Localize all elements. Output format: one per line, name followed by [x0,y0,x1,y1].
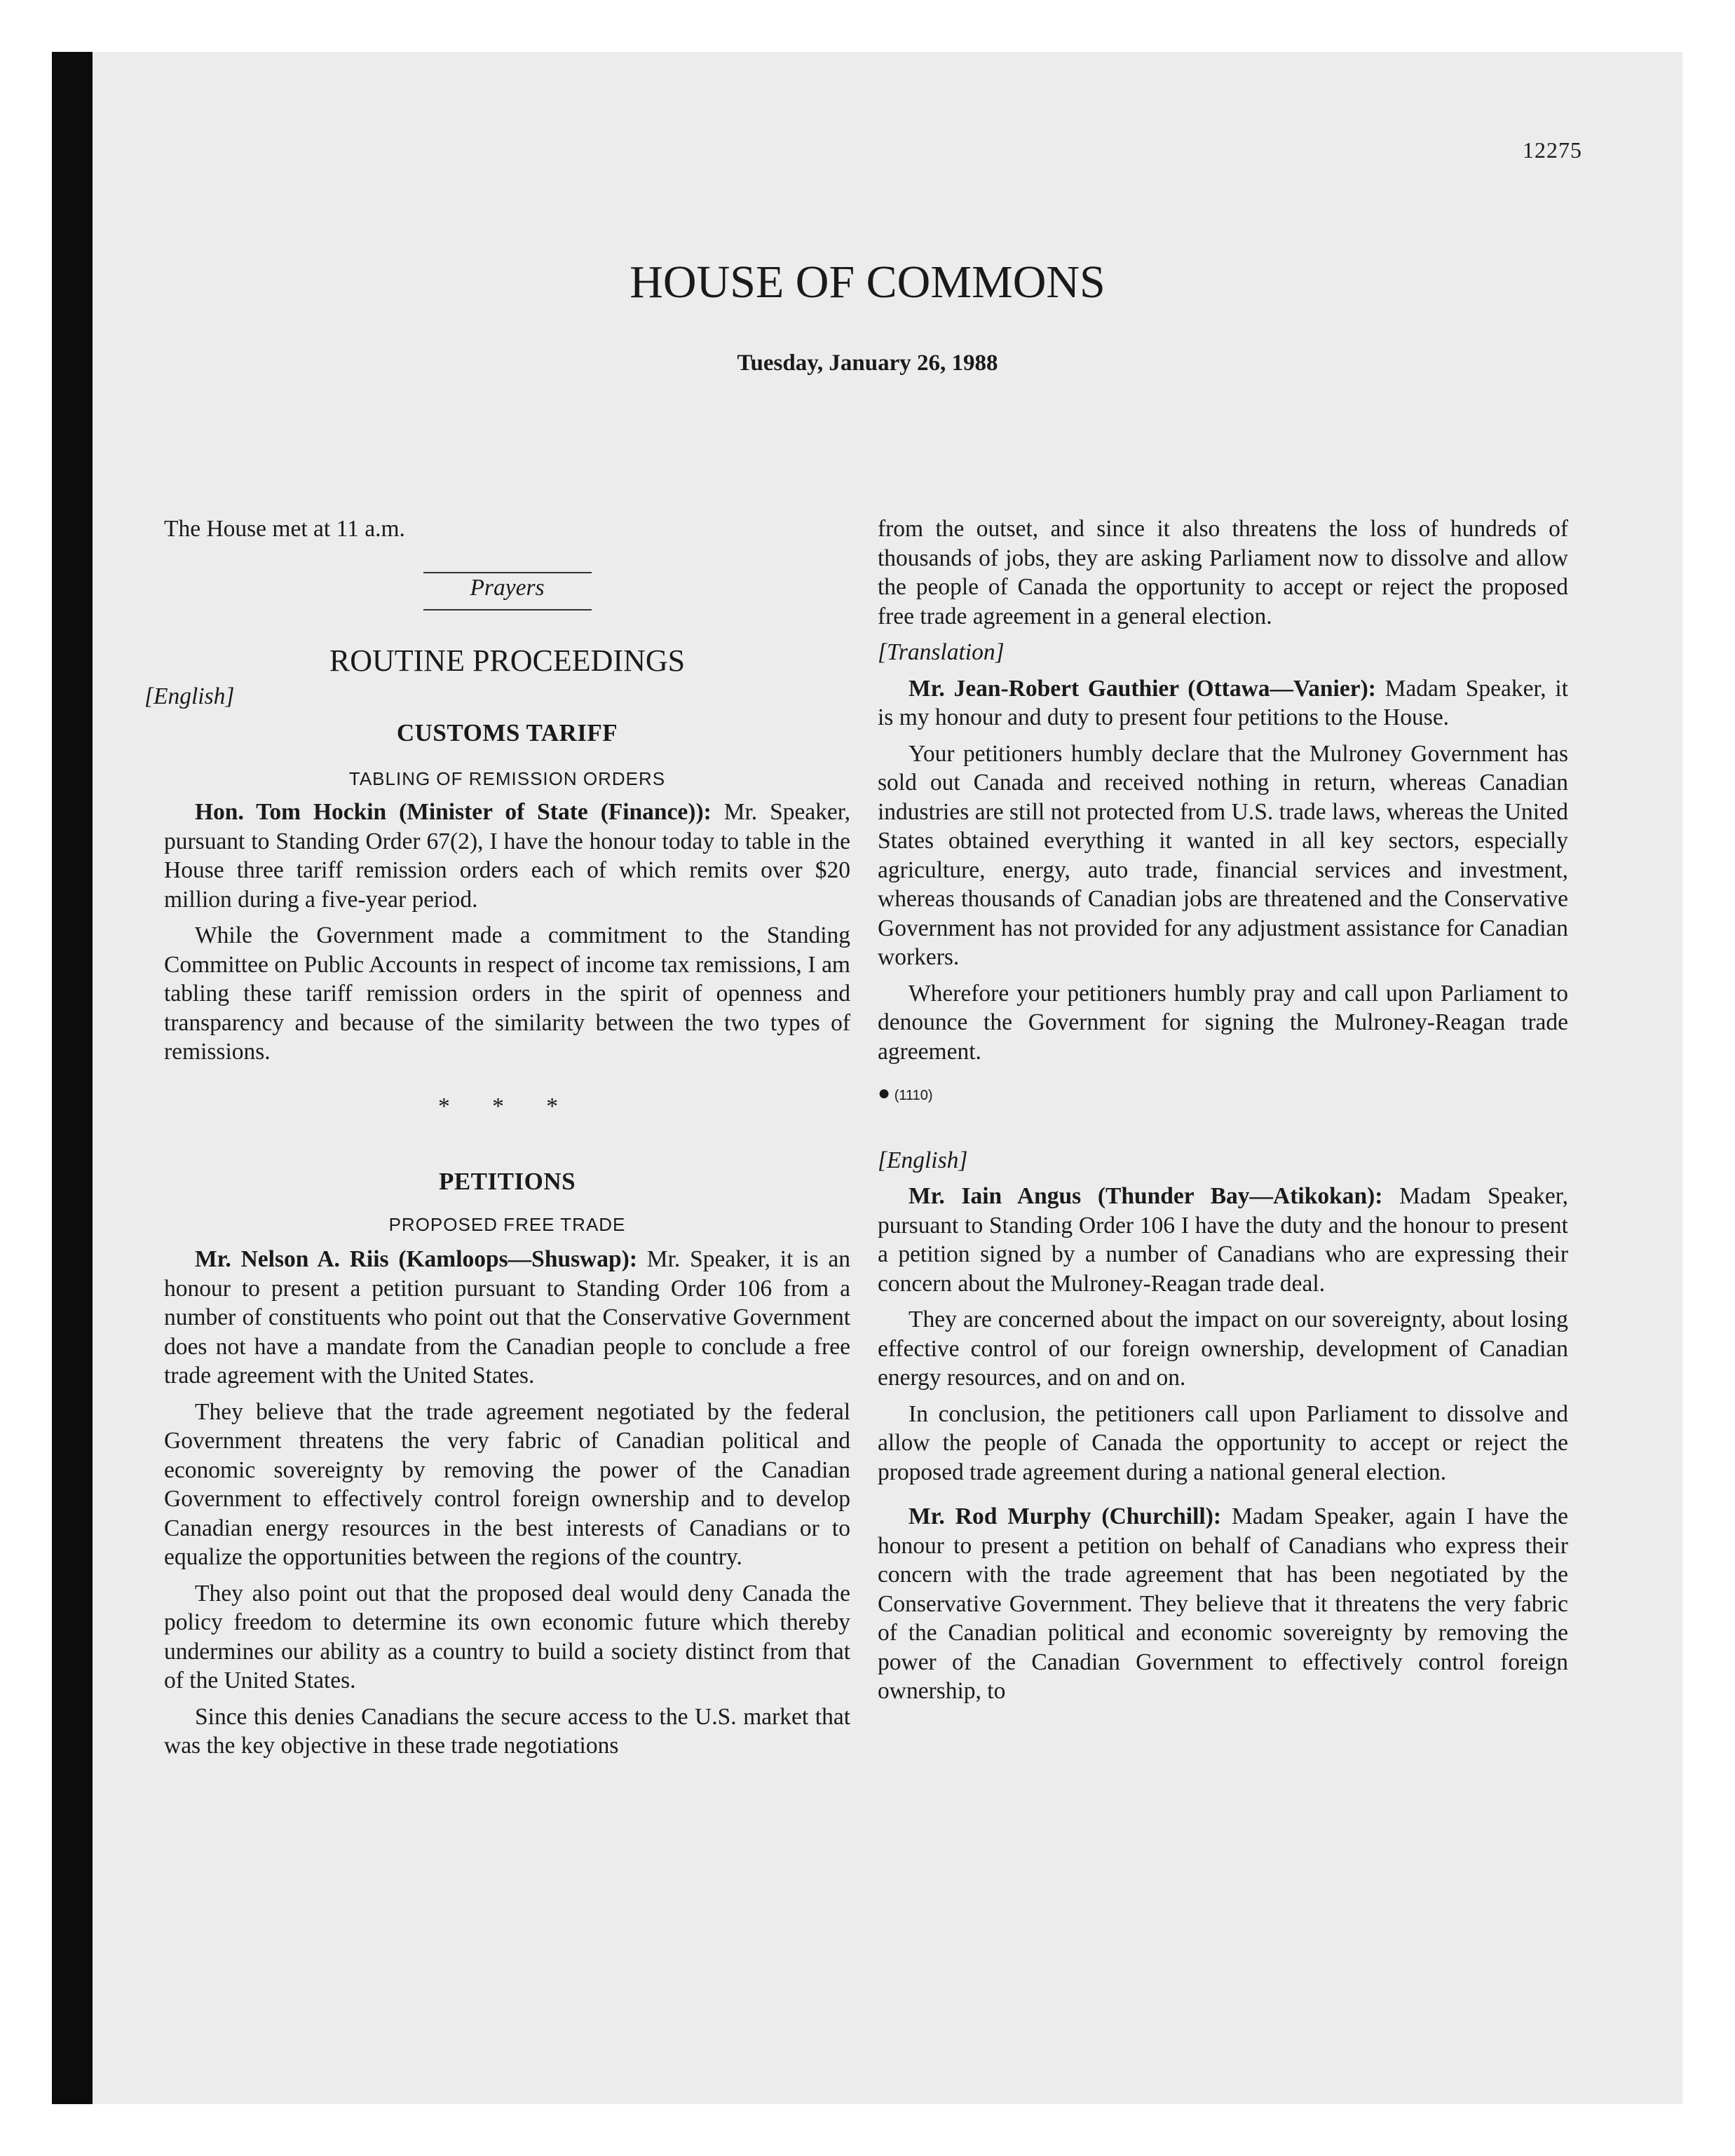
subsection-title-customs-tariff: CUSTOMS TARIFF [396,719,618,746]
speech-paragraph: Mr. Jean-Robert Gauthier (Ottawa—Vanier): Madam Speaker, it is my honour and duty to present four petitions to the House. [878,675,1568,730]
section-title-routine-proceedings: ROUTINE PROCEEDINGS [329,643,686,678]
language-tag-english: [English] [878,1147,968,1173]
section-title-petitions: PETITIONS [438,1168,576,1195]
speech-paragraph: Since this denies Canadians the secure access to the U.S. market that was the key objective in these trade negotiations [164,1703,850,1759]
speech-paragraph: While the Government made a commitment to the Standing Committee on Public Accounts in respect of income tax remissions, I am tabling these tariff remission orders in the spirit of openness and transparency and because of the similarity between the two types of remissions. [164,922,850,1065]
speech-paragraph: Mr. Rod Murphy (Churchill): Madam Speaker, again I have the honour to present a petition on behalf of Canadians who express their concern with the trade agreement that has been negotiated by the Conservative Government. They believe that it threatens the very fabric of the Canadian political and economic sovereignty by removing the power of the Canadian Government to effectively control foreign ownership, to [878,1503,1568,1704]
speech-paragraph: from the outset, and since it also threatens the loss of hundreds of thousands of jobs, they are asking Parliament now to dissolve and allow the people of Canada the opportunity to accept or reject the proposed free trade agreement in a general election. [878,516,1568,629]
speaker-name: Mr. Rod Murphy (Churchill): [909,1503,1222,1529]
speaker-name: Mr. Iain Angus (Thunder Bay—Atikokan): [909,1183,1383,1209]
speech-paragraph: They are concerned about the impact on our sovereignty, about losing effective control of our foreign ownership, development of Canadian energy resources, and on and on. [878,1306,1568,1391]
speech-paragraph: In conclusion, the petitioners call upon Parliament to dissolve and allow the people of Canada the opportunity to accept or reject the proposed trade agreement during a national general election. [878,1400,1568,1485]
left-column [144,514,850,1768]
speech-paragraph: Wherefore your petitioners humbly pray and call upon Parliament to denounce the Government for signing the Mulroney-Reagan trade agreement. [878,980,1568,1065]
language-tag-translation: [Translation] [878,639,1005,665]
speech-paragraph: Mr. Iain Angus (Thunder Bay—Atikokan): Madam Speaker, pursuant to Standing Order 106 I have the duty and the honour to present a petition signed by a number of Canadians who are expressing their concern about the Mulroney-Reagan trade deal. [878,1183,1568,1297]
prayers-heading: Prayers [470,574,545,601]
speaker-name: Hon. Tom Hockin (Minister of State (Finance)): [195,799,712,825]
speaker-name: Mr. Nelson A. Riis (Kamloops—Shuswap): [195,1246,637,1272]
speech-paragraph: Mr. Nelson A. Riis (Kamloops—Shuswap): Mr. Speaker, it is an honour to present a petition pursuant to Standing Order 106 from a number of constituents who point out that the Conservative Government does not have a mandate from the Canadian people to conclude a free trade agreement with the United States. [164,1246,850,1389]
document-title: HOUSE OF COMMONS [630,257,1105,308]
sitting-date: Tuesday, January 26, 1988 [737,350,998,376]
speech-paragraph: Hon. Tom Hockin (Minister of State (Finance)): Mr. Speaker, pursuant to Standing Order 67(2), I have the honour today to table in the House three tariff remission orders each of which remits over $20 million during a five-year period. [164,799,850,913]
topic-title-free-trade: PROPOSED FREE TRADE [388,1213,626,1235]
speech-paragraph: Your petitioners humbly declare that the Mulroney Government has sold out Canada and received nothing in return, whereas Canadian industries are still not protected from U.S. trade laws, whereas the United States obtained everything it wanted in all key sectors, especially agriculture, energy, auto trade, financial services and investment, whereas thousands of Canadian jobs are threatened and the Conservative Government has not provided for any adjustment assistance for Canadian workers. [878,740,1568,970]
speech-paragraph: They believe that the trade agreement negotiated by the federal Government threatens the very fabric of Canadian political and economic sovereignty by removing the power of the Canadian Government to effectively control foreign ownership and to develop Canadian energy resources in the best interests of Canadians or to equalize the opportunities between the regions of the country. [164,1398,850,1570]
right-column [878,514,1568,1713]
section-separator-stars: * * * [438,1093,576,1119]
speech-paragraph: They also point out that the proposed deal would deny Canada the policy freedom to determine its own economic future which thereby undermines our ability as a country to build a society distinct from that of the United States. [164,1580,850,1693]
speaker-name: Mr. Jean-Robert Gauthier (Ottawa—Vanier): [909,675,1376,702]
time-marker: ● (1110) [878,1082,933,1105]
page-number: 12275 [1523,137,1582,163]
bullet-icon: ● [878,1082,891,1105]
divider-rule [423,609,592,610]
language-tag-english: [English] [144,683,235,709]
topic-title-tabling: TABLING OF REMISSION ORDERS [348,767,666,789]
opening-line: The House met at 11 a.m. [164,516,405,542]
